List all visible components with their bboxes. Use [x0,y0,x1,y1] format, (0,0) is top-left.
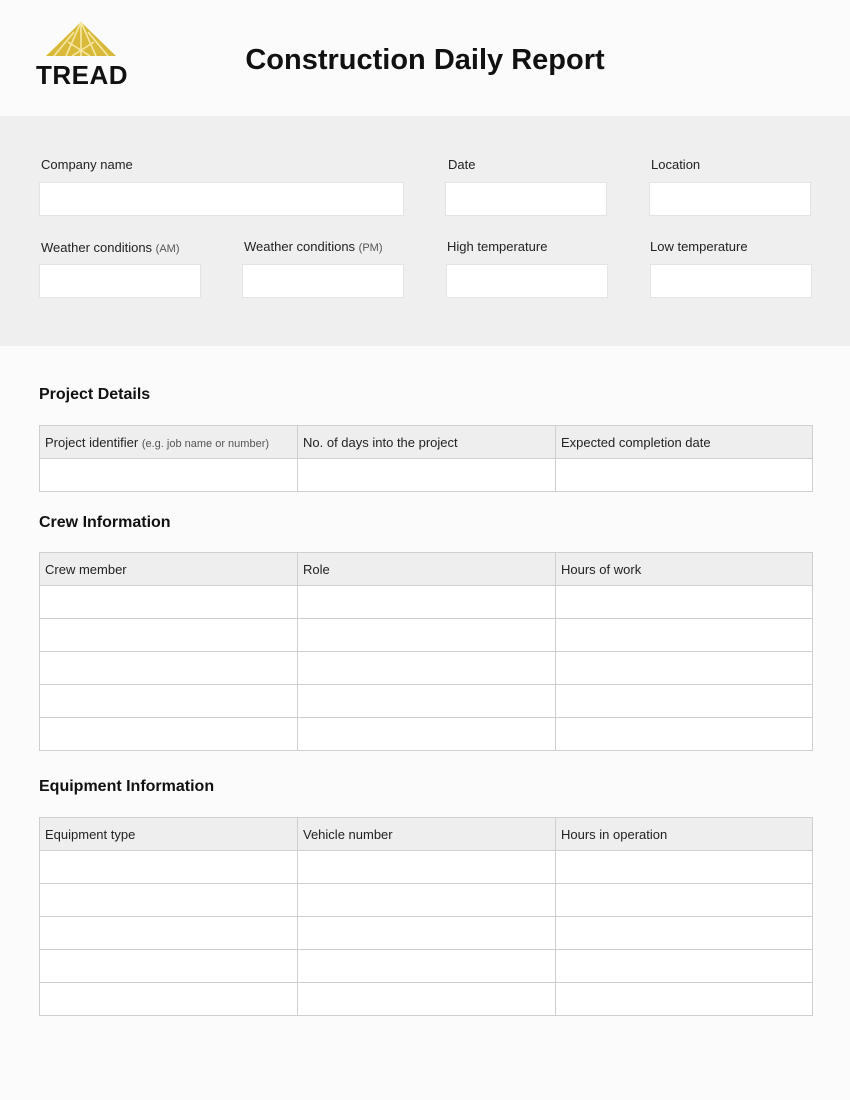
role-cell[interactable] [298,718,556,751]
hours-in-operation-cell[interactable] [556,917,813,950]
vehicle-number-header: Vehicle number [298,818,556,851]
weather-pm-field[interactable] [242,264,404,298]
crew-information-title: Crew Information [39,514,171,531]
crew-member-cell[interactable] [40,718,298,751]
vehicle-number-cell[interactable] [298,950,556,983]
table-header-row [40,818,813,851]
role-cell[interactable] [298,586,556,619]
table-row [40,950,813,983]
equipment-information-title: Equipment Information [39,778,215,795]
equipment-type-cell[interactable] [40,851,298,884]
project-details-title: Project Details [39,386,151,403]
vehicle-number-cell[interactable] [298,851,556,884]
project-identifier-cell[interactable] [40,459,298,492]
vehicle-number-cell[interactable] [298,917,556,950]
crew-member-header: Crew member [40,553,298,586]
table-row [40,884,813,917]
equipment-information-table [39,817,813,1016]
table-row [40,718,813,751]
hours-of-work-cell[interactable] [556,619,813,652]
expected-completion-cell[interactable] [556,459,813,492]
table-row [40,685,813,718]
date-field[interactable] [445,182,607,216]
days-into-project-cell[interactable] [298,459,556,492]
hours-of-work-cell[interactable] [556,685,813,718]
company-name-label: Company name [41,157,133,172]
table-header-row [40,426,813,459]
expected-completion-header: Expected completion date [556,426,813,459]
crew-member-cell[interactable] [40,652,298,685]
weather-am-label: Weather conditions (AM) [41,240,180,255]
equipment-type-header: Equipment type [40,818,298,851]
hours-in-operation-header: Hours in operation [556,818,813,851]
equipment-type-cell[interactable] [40,917,298,950]
hours-of-work-header: Hours of work [556,553,813,586]
table-row [40,983,813,1016]
weather-am-field[interactable] [39,264,201,298]
project-details-table [39,425,813,492]
crew-member-cell[interactable] [40,619,298,652]
general-info-section [0,116,850,346]
table-row [40,917,813,950]
role-cell[interactable] [298,652,556,685]
table-row [40,619,813,652]
project-identifier-header: Project identifier (e.g. job name or number) [40,426,298,459]
table-row [40,586,813,619]
hours-in-operation-cell[interactable] [556,950,813,983]
high-temperature-field[interactable] [446,264,608,298]
crew-member-cell[interactable] [40,685,298,718]
hours-of-work-cell[interactable] [556,718,813,751]
crew-member-cell[interactable] [40,586,298,619]
role-cell[interactable] [298,619,556,652]
equipment-type-cell[interactable] [40,983,298,1016]
table-row [40,851,813,884]
weather-pm-label: Weather conditions (PM) [244,239,383,254]
hours-of-work-cell[interactable] [556,652,813,685]
page-title: Construction Daily Report [245,44,605,76]
equipment-type-cell[interactable] [40,950,298,983]
high-temperature-label: High temperature [447,239,548,254]
vehicle-number-cell[interactable] [298,983,556,1016]
low-temperature-field[interactable] [650,264,812,298]
crew-information-table [39,552,813,751]
hours-of-work-cell[interactable] [556,586,813,619]
table-row [40,652,813,685]
hours-in-operation-cell[interactable] [556,884,813,917]
vehicle-number-cell[interactable] [298,884,556,917]
equipment-type-cell[interactable] [40,884,298,917]
logo-wordmark: TREAD [36,60,129,90]
table-header-row [40,553,813,586]
role-cell[interactable] [298,685,556,718]
days-into-project-header: No. of days into the project [298,426,556,459]
date-label: Date [448,157,476,172]
table-row [40,459,813,492]
low-temperature-label: Low temperature [650,239,748,254]
hours-in-operation-cell[interactable] [556,851,813,884]
location-label: Location [651,157,701,172]
role-header: Role [298,553,556,586]
company-name-field[interactable] [39,182,404,216]
location-field[interactable] [649,182,811,216]
hours-in-operation-cell[interactable] [556,983,813,1016]
